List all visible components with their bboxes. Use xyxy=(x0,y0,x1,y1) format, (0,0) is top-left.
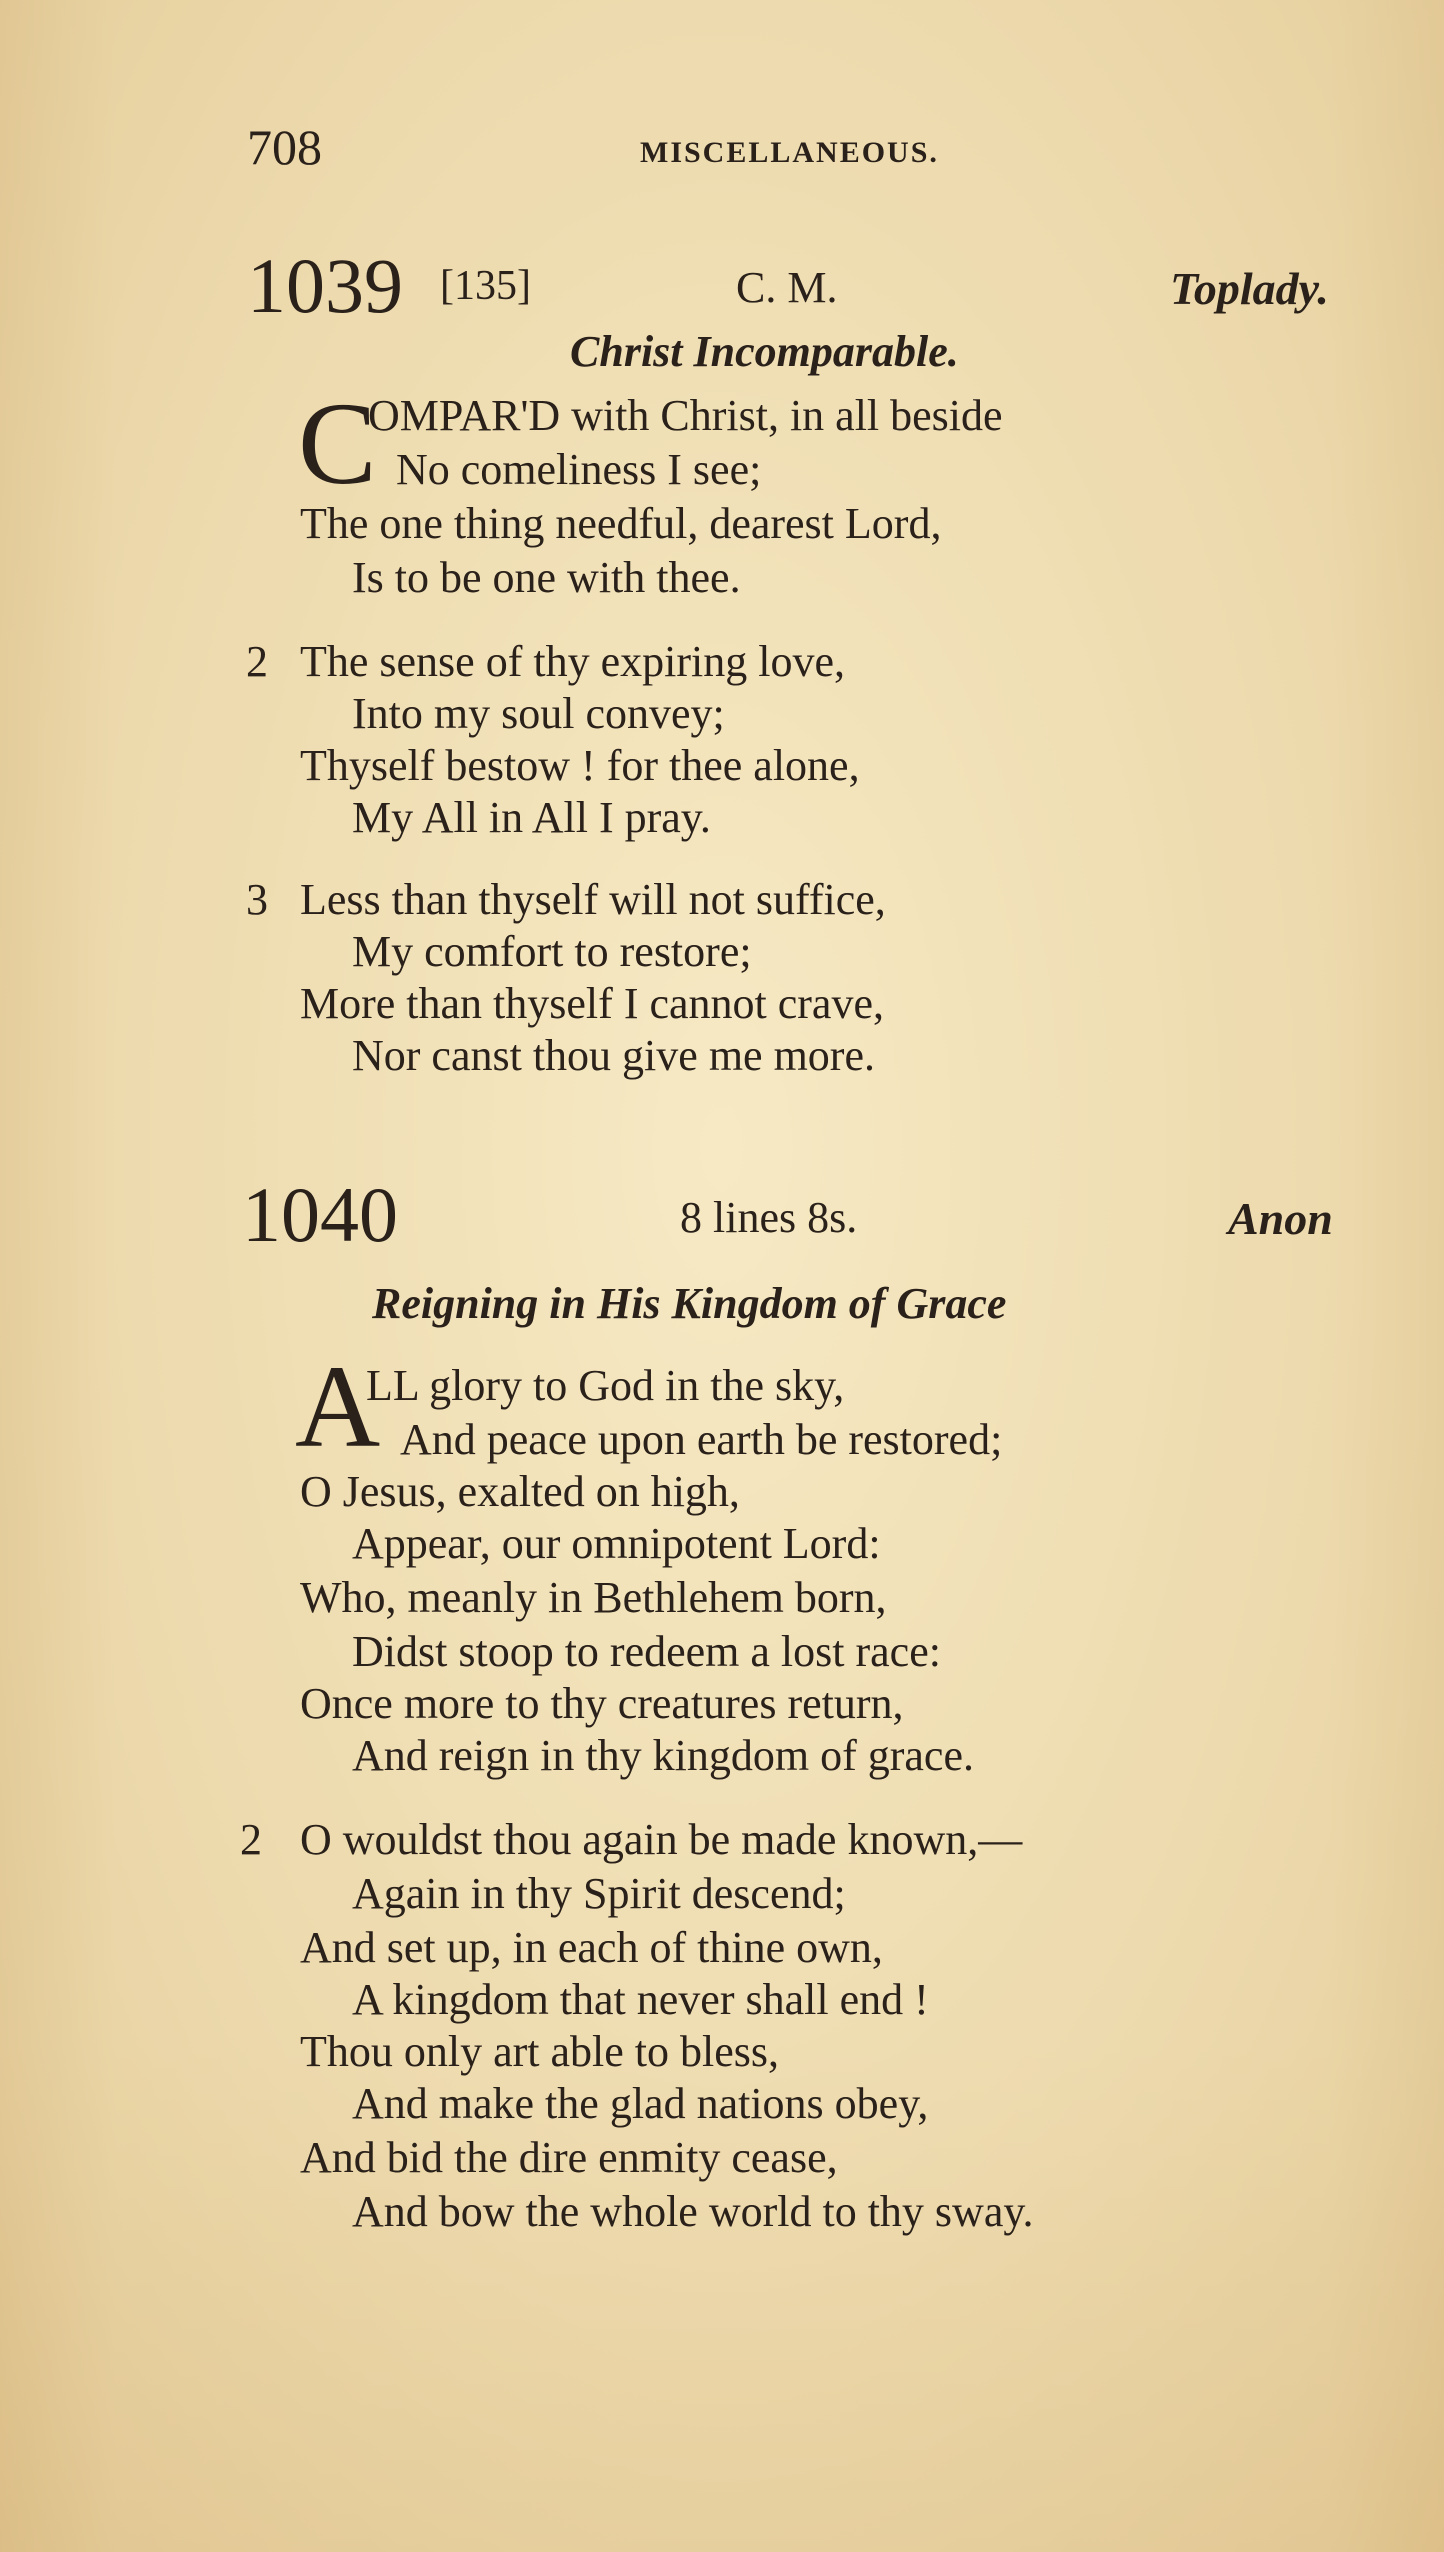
verse-line: Nor canst thou give me more. xyxy=(352,1031,875,1080)
verse-line: No comeliness I see; xyxy=(396,445,762,494)
verse-line: Once more to thy creatures return, xyxy=(300,1679,904,1728)
verse-line: Again in thy Spirit descend; xyxy=(352,1869,846,1918)
hymn-number: 1039 xyxy=(247,242,403,329)
verse-number: 3 xyxy=(246,875,268,924)
verse-line: Who, meanly in Bethlehem born, xyxy=(300,1573,887,1622)
verse-line: My comfort to restore; xyxy=(352,927,752,976)
verse-line: Thyself bestow ! for thee alone, xyxy=(300,741,860,790)
verse-line: Into my soul convey; xyxy=(352,689,725,738)
hymn-reference: [135] xyxy=(440,263,531,309)
section-title: MISCELLANEOUS. xyxy=(640,136,939,169)
hymn-number: 1040 xyxy=(242,1171,398,1258)
verse-line: And peace upon earth be restored; xyxy=(400,1415,1003,1464)
verse-number: 2 xyxy=(246,637,268,686)
verse-line: O wouldst thou again be made known,— xyxy=(300,1815,1023,1864)
verse-line: And make the glad nations obey, xyxy=(352,2079,929,2128)
verse-line: Less than thyself will not suffice, xyxy=(300,875,886,924)
hymn-title: Christ Incomparable. xyxy=(570,327,959,376)
verse-line: And reign in thy kingdom of grace. xyxy=(352,1731,974,1780)
hymn-meter: 8 lines 8s. xyxy=(680,1193,858,1242)
verse-line: My All in All I pray. xyxy=(352,793,711,842)
verse-number: 2 xyxy=(240,1815,262,1864)
verse-line: And set up, in each of thine own, xyxy=(300,1923,883,1972)
verse-line: The one thing needful, dearest Lord, xyxy=(300,499,942,548)
hymn-author: Toplady. xyxy=(1170,263,1329,314)
verse-line: And bow the whole world to thy sway. xyxy=(352,2187,1034,2236)
verse-line: The sense of thy expiring love, xyxy=(300,637,845,686)
verse-line: O Jesus, exalted on high, xyxy=(300,1467,740,1516)
page-number: 708 xyxy=(247,119,322,175)
verse-line: Didst stoop to redeem a lost race: xyxy=(352,1627,941,1676)
drop-cap: C xyxy=(298,378,377,509)
verse-line: LL glory to God in the sky, xyxy=(366,1361,845,1410)
verse-line: Thou only art able to bless, xyxy=(300,2027,780,2076)
drop-cap: A xyxy=(295,1341,381,1472)
verse-line: A kingdom that never shall end ! xyxy=(352,1975,929,2024)
hymn-author: Anon xyxy=(1228,1193,1333,1244)
verse-line: OMPAR'D with Christ, in all beside xyxy=(368,391,1003,440)
verse-line: Appear, our omnipotent Lord: xyxy=(352,1519,881,1568)
verse-line: Is to be one with thee. xyxy=(352,553,741,602)
verse-line: And bid the dire enmity cease, xyxy=(300,2133,838,2182)
hymn-meter: C. M. xyxy=(736,263,838,312)
hymn-title: Reigning in His Kingdom of Grace xyxy=(372,1279,1007,1328)
verse-line: More than thyself I cannot crave, xyxy=(300,979,884,1028)
